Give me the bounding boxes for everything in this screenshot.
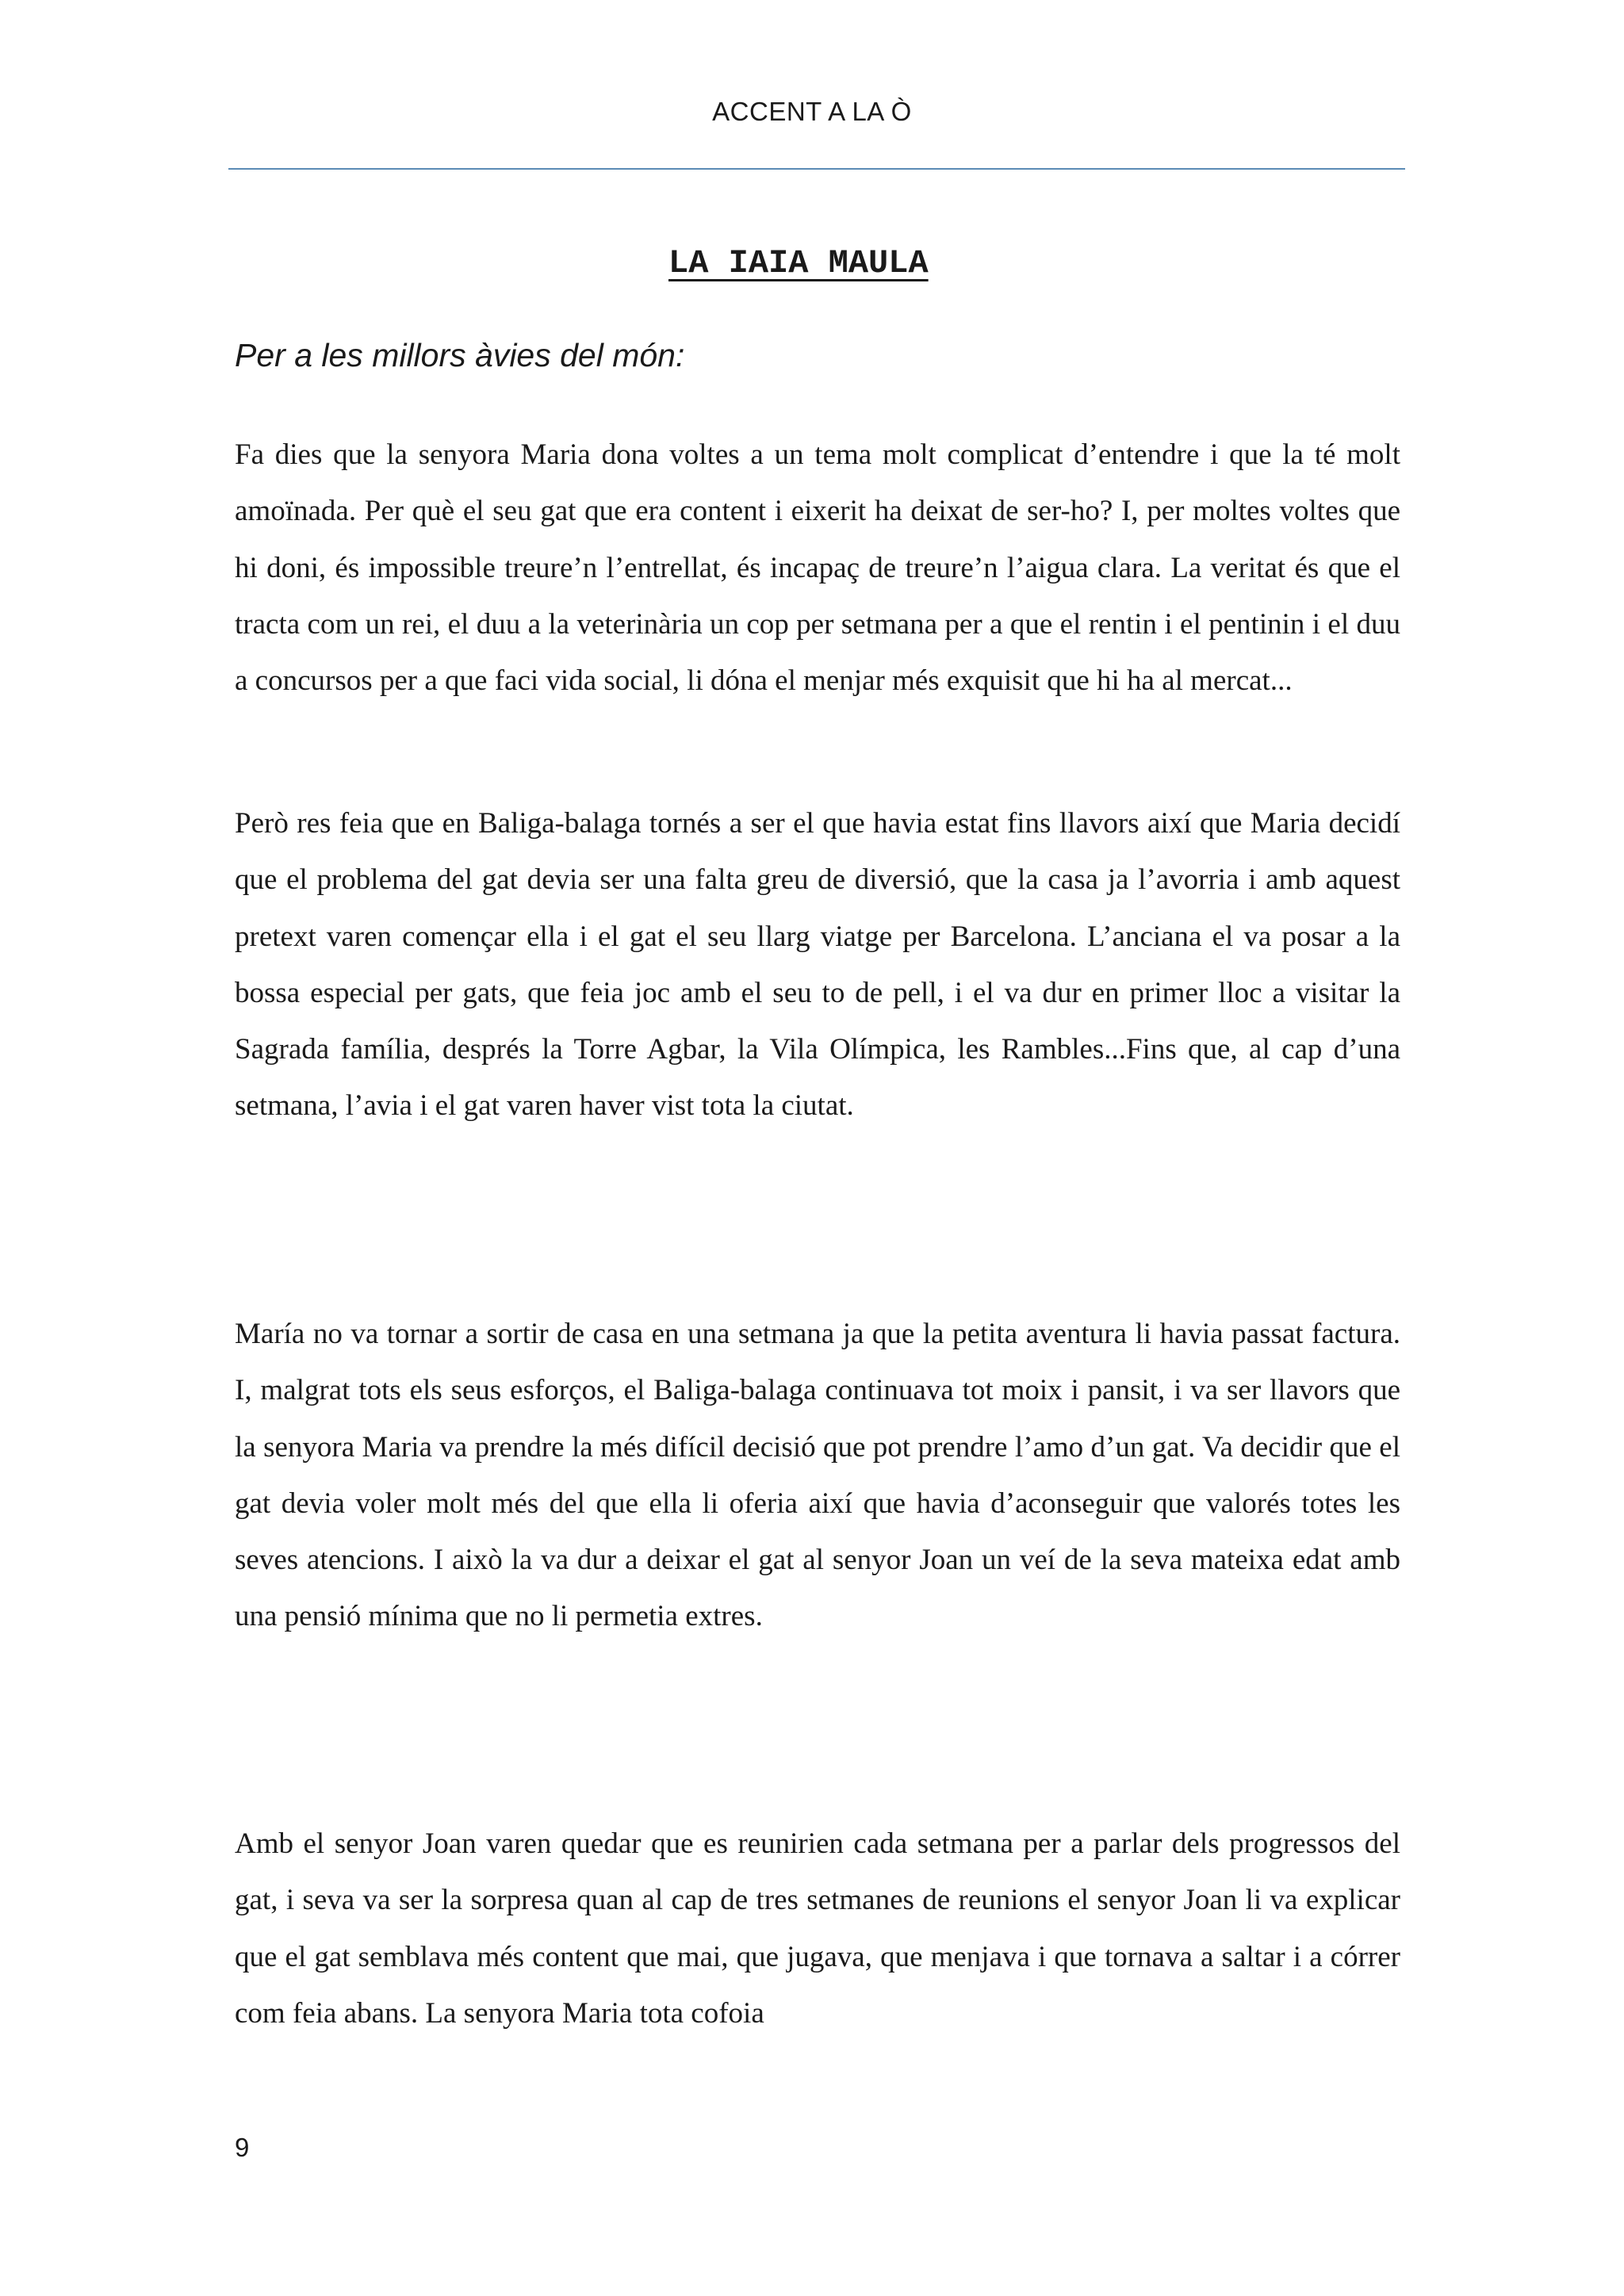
page-number: 9 [235,2133,250,2162]
paragraph: María no va tornar a sortir de casa en una setmana ja que la petita aventura li havia passat factura. I, malgrat tots els seus esforços, el Baliga-balaga continuava tot moix i pansit, i va ser llavors que la senyora Maria va prendre la més difícil decisió que pot prendre l’amo d’un gat. Va decidir que el gat devia voler molt més del que ella li oferia així que havia d’aconseguir que valorés totes les seves atencions. I això la va dur a deixar el gat al senyor Joan un veí de la seva mateixa edat amb una pensió mínima que no li permetia extres. [235,1318,1400,1633]
dedication: Per a les millors àvies del món: [235,337,685,373]
header-divider [228,168,1405,170]
paragraph: Amb el senyor Joan varen quedar que es reunirien cada setmana per a parlar dels progressos del gat, i seva va ser la sorpresa quan al cap de tres setmanes de reunions el senyor Joan li va explicar que el gat semblava més content que mai, que jugava, que menjava i que tornava a saltar i a córrer com feia abans. La senyora Maria tota cofoia [235,1827,1400,2030]
story-title: LA IAIA MAULA [668,244,929,282]
running-header: ACCENT A LA Ò [712,97,912,126]
paragraph: Però res feia que en Baliga-balaga tornés a ser el que havia estat fins llavors així que Maria decidí que el problema del gat devia ser una falta greu de diversió, que la casa ja l’avorria i amb aquest pretext varen començar ella i el gat el seu llarg viatge per Barcelona. L’anciana el va posar a la bossa especial per gats, que feia joc amb el seu to de pell, i el va dur en primer lloc a visitar la Sagrada família, després la Torre Agbar, la Vila Olímpica, les Rambles...Fins que, al cap d’una setmana, l’avia i el gat varen haver vist tota la ciutat. [235,807,1400,1123]
paragraph: Fa dies que la senyora Maria dona voltes a un tema molt complicat d’entendre i que la té molt amoïnada. Per què el seu gat que era content i eixerit ha deixat de ser-ho? I, per moltes voltes que hi doni, és impossible treure’n l’entrellat, és incapaç de treure’n l’aigua clara. La veritat és que el tracta com un rei, el duu a la veterinària un cop per setmana per a que el rentin i el pentinin i el duu a concursos per a que faci vida social, li dóna el menjar més exquisit que hi ha al mercat... [235,438,1400,698]
